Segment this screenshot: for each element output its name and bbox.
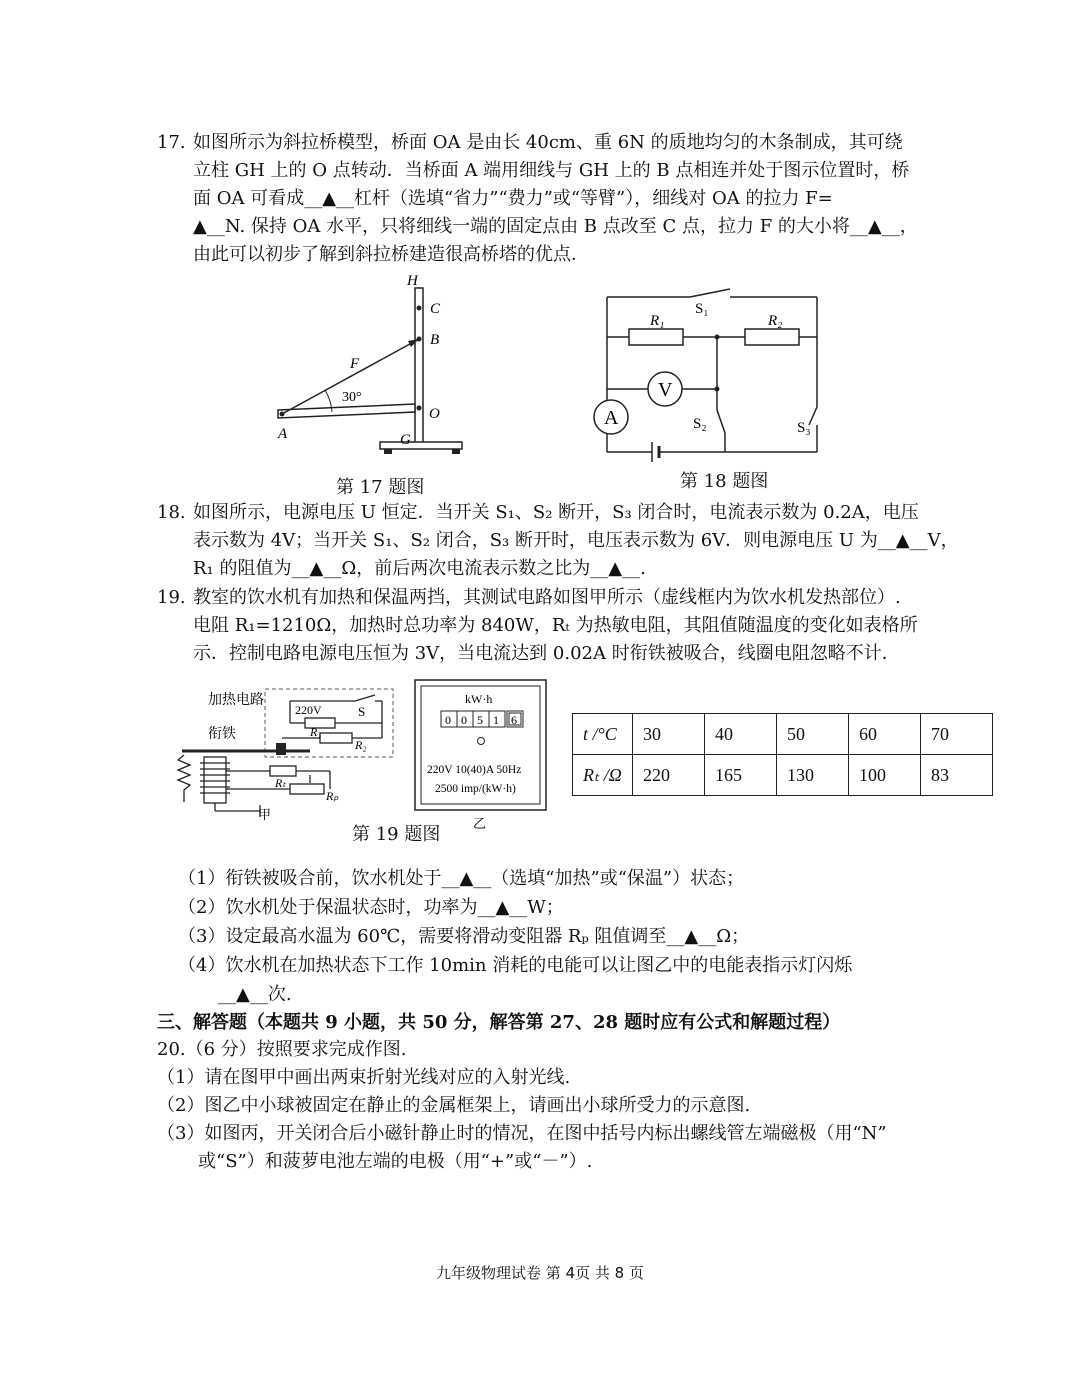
figure-17 [270,270,480,460]
q19-sub-4: （4）饮水机在加热状态下工作 10min 消耗的电能可以让图乙中的电能表指示灯闪烁 [178,955,853,976]
fig19-caption: 第 19 题图 [352,824,441,845]
table-header-r: Rₜ /Ω [573,755,633,796]
fig19-r1-label: R₁ [310,725,322,739]
section-heading: 三、解答题（本题共 9 小题，共 50 分，解答第 27、28 题时应有公式和解题过程） [157,1012,841,1033]
fig17-label-H: H [407,273,418,289]
table-cell: 130 [777,755,849,796]
q17-line-3: 面 OA 可看成__▲__杠杆（选填“省力”“费力”或“等臂”），细线对 OA 的拉力 F= [193,188,833,209]
fig18-ammeter-label: A [604,407,619,429]
q20-head: 20.（6 分）按照要求完成作图. [157,1039,407,1060]
figure-18 [585,285,835,470]
table-cell: 220 [633,755,705,796]
fig17-label-G: G [400,432,411,448]
fig18-label-S1: S₁ [695,301,709,317]
fig17-label-B: B [430,332,440,348]
question-number: 19. [157,587,186,608]
fig19-rp-label: Rₚ [326,789,339,803]
table-cell: 50 [777,714,849,755]
q18-line-1: 如图所示，电源电压 U 恒定．当开关 S₁、S₂ 断开，S₃ 闭合时，电流表示数为 0.2A，电压 [193,502,919,523]
fig17-caption: 第 17 题图 [336,477,425,498]
fig19-yi-label: 乙 [473,816,487,831]
fig18-label-R1: R₁ [650,313,665,329]
fig17-angle: 30° [342,390,362,405]
meter-imp: 2500 imp/(kW·h) [435,783,516,795]
meter-spec: 220V 10(40)A 50Hz [427,764,522,776]
meter-digit: 1 [493,713,499,727]
page-footer: 九年级物理试卷 第 4页 共 8 页 [436,1264,644,1282]
q17-line-5: 由此可以初步了解到斜拉桥建造很高桥塔的优点． [193,244,589,265]
table-cell: 165 [705,755,777,796]
fig17-label-A: A [278,426,288,442]
fig17-label-O: O [429,406,440,422]
fig18-voltmeter-label: V [658,379,673,401]
q19-sub-2: （2）饮水机处于保温状态时，功率为__▲__W； [178,897,564,918]
q19-sub-1: （1）衔铁被吸合前，饮水机处于__▲__（选填“加热”或“保温”）状态； [178,868,745,889]
table-cell: 83 [921,755,993,796]
q19-line-1: 教室的饮水机有加热和保温两挡，其测试电路如图甲所示（虚线框内为饮水机发热部位）. [193,587,901,608]
q19-sub-3: （3）设定最高水温为 60℃，需要将滑动变阻器 Rₚ 阻值调至__▲__Ω； [178,926,750,947]
fig18-label-R2: R₂ [768,313,783,329]
table-cell: 60 [849,714,921,755]
q17-line-2: 立柱 GH 上的 O 点转动．当桥面 A 端用细线与 GH 上的 B 点相连并处于图示位置时，桥 [193,160,910,181]
meter-digit: 5 [477,713,483,727]
q19-line-2: 电阻 R₁=1210Ω，加热时总功率为 840W，Rₜ 为热敏电阻，其阻值随温度的变化如表格所 [193,615,918,636]
fig19-s-label: S [358,704,366,719]
fig19-jia-label: 甲 [258,807,272,822]
fig17-label-F: F [350,356,360,372]
q19-sub-4-cont: __▲__次. [218,984,292,1005]
q20-line-3: （3）如图丙，开关闭合后小磁针静止时的情况，在图中括号内标出螺线管左端磁极（用“N” [157,1123,887,1144]
fig19-heating-label: 加热电路 [208,693,264,708]
fig18-label-S2: S₂ [693,416,707,432]
q19-line-3: 示．控制电路电源电压恒为 3V，当电流达到 0.02A 时衔铁被吸合，线圈电阻忽略不计． [193,643,900,664]
q20-line-2: （2）图乙中小球被固定在静止的金属框架上，请画出小球所受力的示意图. [157,1095,751,1116]
figure-19-yi-meter [413,678,548,833]
meter-digit: 6 [511,713,517,727]
table-cell: 70 [921,714,993,755]
q18-line-2: 表示数为 4V；当开关 S₁、S₂ 闭合，S₃ 断开时，电压表示数为 6V．则电源电压 U 为__▲__V， [193,530,959,551]
q18-line-3: R₁ 的阻值为__▲__Ω，前后两次电流表示数之比为__▲__. [193,558,646,579]
q17-line-4: ▲__N. 保持 OA 水平，只将细线一端的固定点由 B 点改至 C 点，拉力 F 的大小将__▲__， [193,216,918,237]
question-number: 17. [157,132,186,153]
q17-line-1: 如图所示为斜拉桥模型，桥面 OA 是由长 40cm、重 6N 的质地均匀的木条制成，其可绕 [193,132,903,153]
fig19-220v-label: 220V [295,703,322,717]
q20-line-1: （1）请在图甲中画出两束折射光线对应的入射光线. [157,1067,571,1088]
table-cell: 100 [849,755,921,796]
figure-19-jia [170,683,400,823]
fig18-label-S3: S₃ [797,420,811,436]
fig17-label-C: C [430,301,441,317]
table-row [573,755,993,796]
fig19-r2-label: R₂ [355,738,367,752]
meter-unit: kW·h [465,692,493,706]
q20-line-4: 或“S”）和菠萝电池左端的电极（用“+”或“－”）. [198,1151,593,1172]
table-cell: 30 [633,714,705,755]
fig19-armature-label: 衔铁 [208,727,236,742]
table-header-t: t /°C [573,714,633,755]
table-row [573,714,993,755]
rt-table [572,713,993,796]
question-number: 18. [157,502,186,523]
fig18-caption: 第 18 题图 [680,471,769,492]
meter-digit: 0 [461,713,467,727]
table-cell: 40 [705,714,777,755]
meter-digit: 0 [445,713,451,727]
fig19-rt-label: Rₜ [275,776,286,790]
